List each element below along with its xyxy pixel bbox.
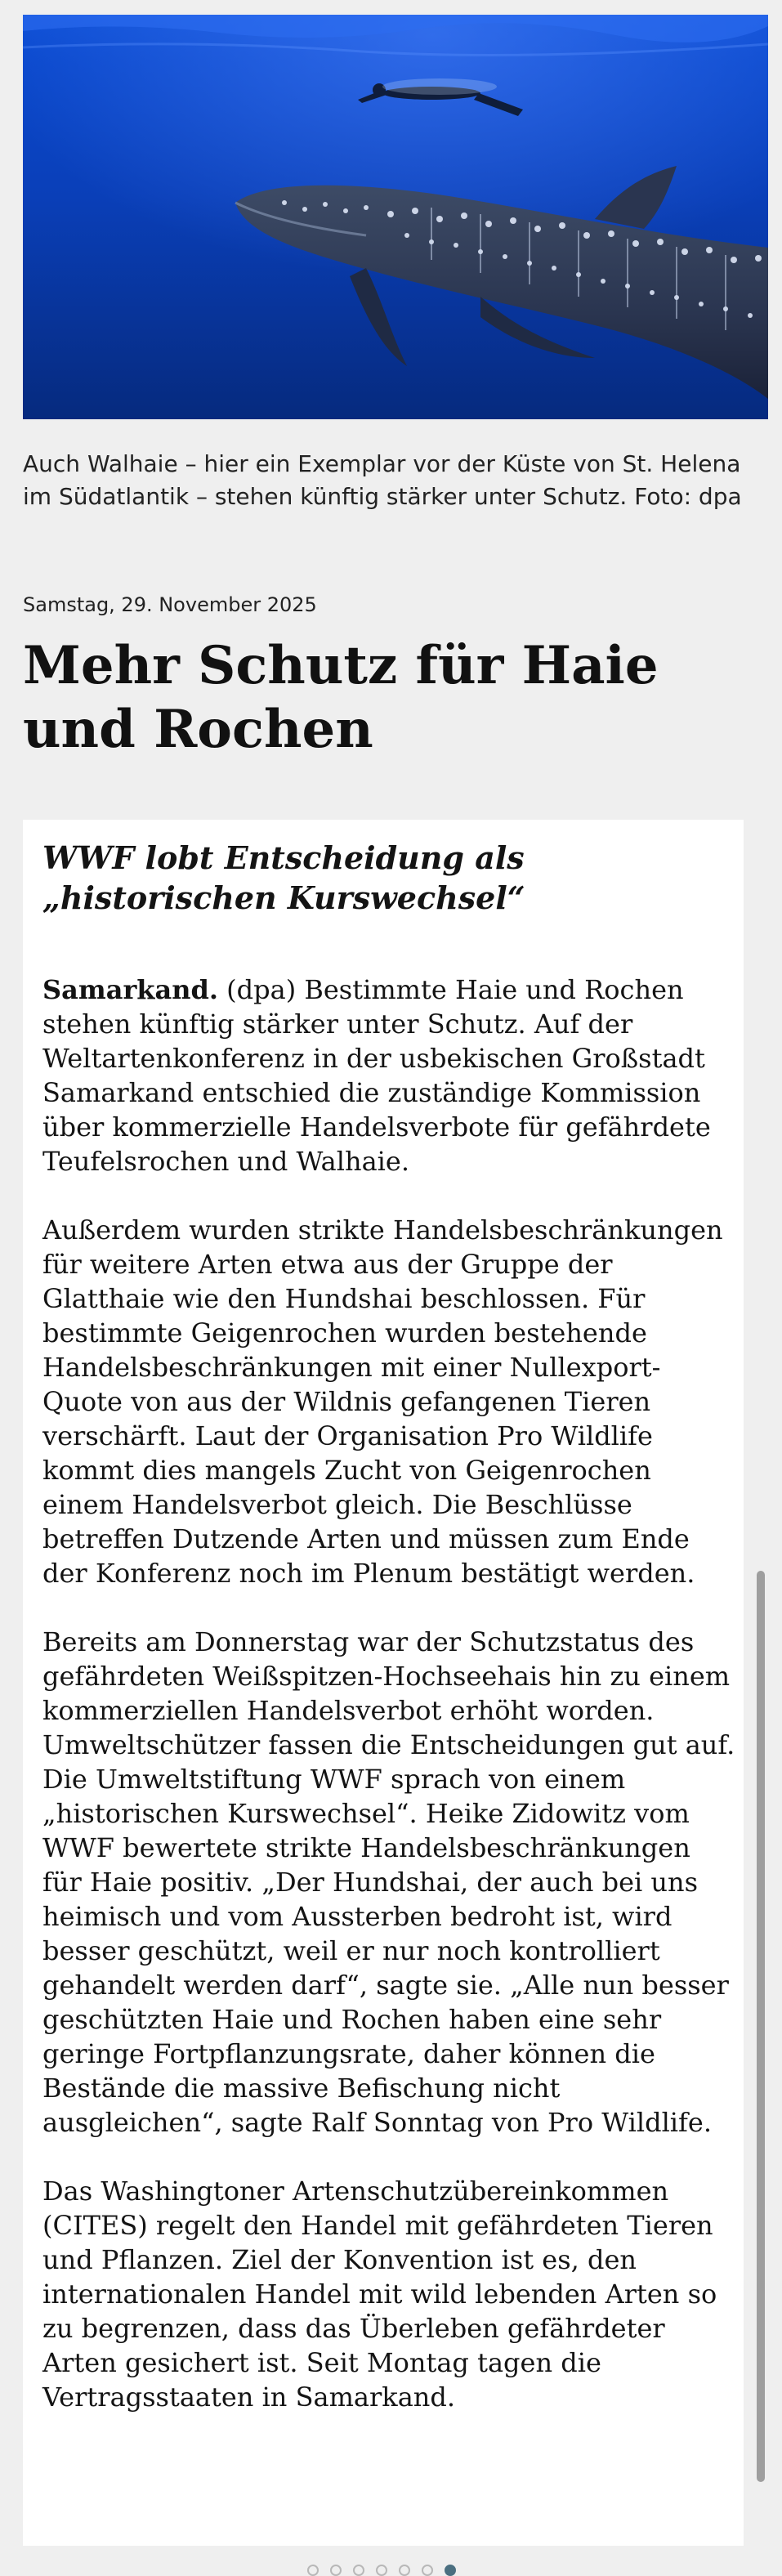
page-dot[interactable] (307, 2565, 319, 2576)
article-photo[interactable] (23, 15, 768, 419)
article-paragraph: Außerdem wurden strikte Handelsbeschränkungen für weitere Arten etwa aus der Gruppe der Glatthaie wie den Hundshai beschlossen. Für bestimmte Geigenrochen wurden bestehende Handelsbeschränkungen mit einer Nullexport-Quote von aus der Wildnis gefangenen Tieren verschärft. Laut der Organisation Pro Wildlife kommt dies mangels Zucht von Geigenrochen einem Handelsverbot gleich. Die Beschlüsse betreffen Dutzende Arten und müssen zum Ende der Konferenz noch im Plenum bestätigt werden. (42, 1214, 723, 1589)
page-dot[interactable] (422, 2565, 433, 2576)
article-paragraph: Das Washingtoner Artenschutzübereinkommen (CITES) regelt den Handel mit gefährdeten Tieren und Pflanzen. Ziel der Konvention ist es, den internationalen Handel mit wild lebenden Arten so zu begrenzen, dass das Überleben gefährdeter Arten gesichert ist. Seit Montag tagen die Vertragsstaaten in Samarkand. (42, 2176, 717, 2413)
page-dot[interactable] (330, 2565, 342, 2576)
page-dot[interactable] (353, 2565, 364, 2576)
article-body-card (23, 820, 744, 2546)
whale-shark-illustration (23, 15, 768, 419)
article-paragraph (42, 973, 737, 1178)
article-headline: Mehr Schutz für Haie und Rochen (23, 635, 659, 760)
scrollbar-thumb[interactable] (757, 1571, 765, 2482)
page-dot[interactable] (399, 2565, 410, 2576)
dateline: Samarkand. (42, 974, 218, 1005)
article-paragraph: Bereits am Donnerstag war der Schutzstatus des gefährdeten Weißspitzen-Hochseehais hin zu einem kommerziellen Handelsverbot erhöht worden. Umweltschützer fassen die Entscheidungen gut auf. Die Umweltstiftung WWF sprach von einem „historischen Kurswechsel“. Heike Zidowitz vom WWF bewertete strikte Handelsbeschränkungen für Haie positiv. „Der Hundshai, der auch bei uns heimisch und vom Aussterben bedroht ist, wird besser geschützt, weil er nur noch kontrolliert gehandelt werden darf“, sagte sie. „Alle nun besser geschützten Haie und Rochen haben eine sehr geringe Fortpflanzungsrate, daher können die Bestände die massive Befischung nicht ausgleichen“, sagte Ralf Sonntag von Pro Wildlife. (42, 1626, 735, 2138)
image-caption: Auch Walhaie – hier ein Exemplar vor der Küste von St. Helena im Südatlantik – stehen künftig stärker unter Schutz. Foto: dpa (23, 450, 742, 510)
page-dot-active[interactable] (445, 2565, 456, 2576)
paragraph-text: (dpa) Bestimmte Haie und Rochen stehen künftig stärker unter Schutz. Auf der Weltartenkonferenz in der usbekischen Großstadt Samarkand entschied die zuständige Kommission über kommerzielle Handelsverbote für gefährdete Teufelsrochen und Walhaie. (42, 974, 711, 1177)
article-subtitle: WWF lobt Entscheidung als „historischen Kurswechsel“ (42, 839, 525, 916)
page-dot[interactable] (376, 2565, 387, 2576)
publish-date: Samstag, 29. November 2025 (23, 593, 317, 616)
page-indicator[interactable] (307, 2565, 456, 2576)
